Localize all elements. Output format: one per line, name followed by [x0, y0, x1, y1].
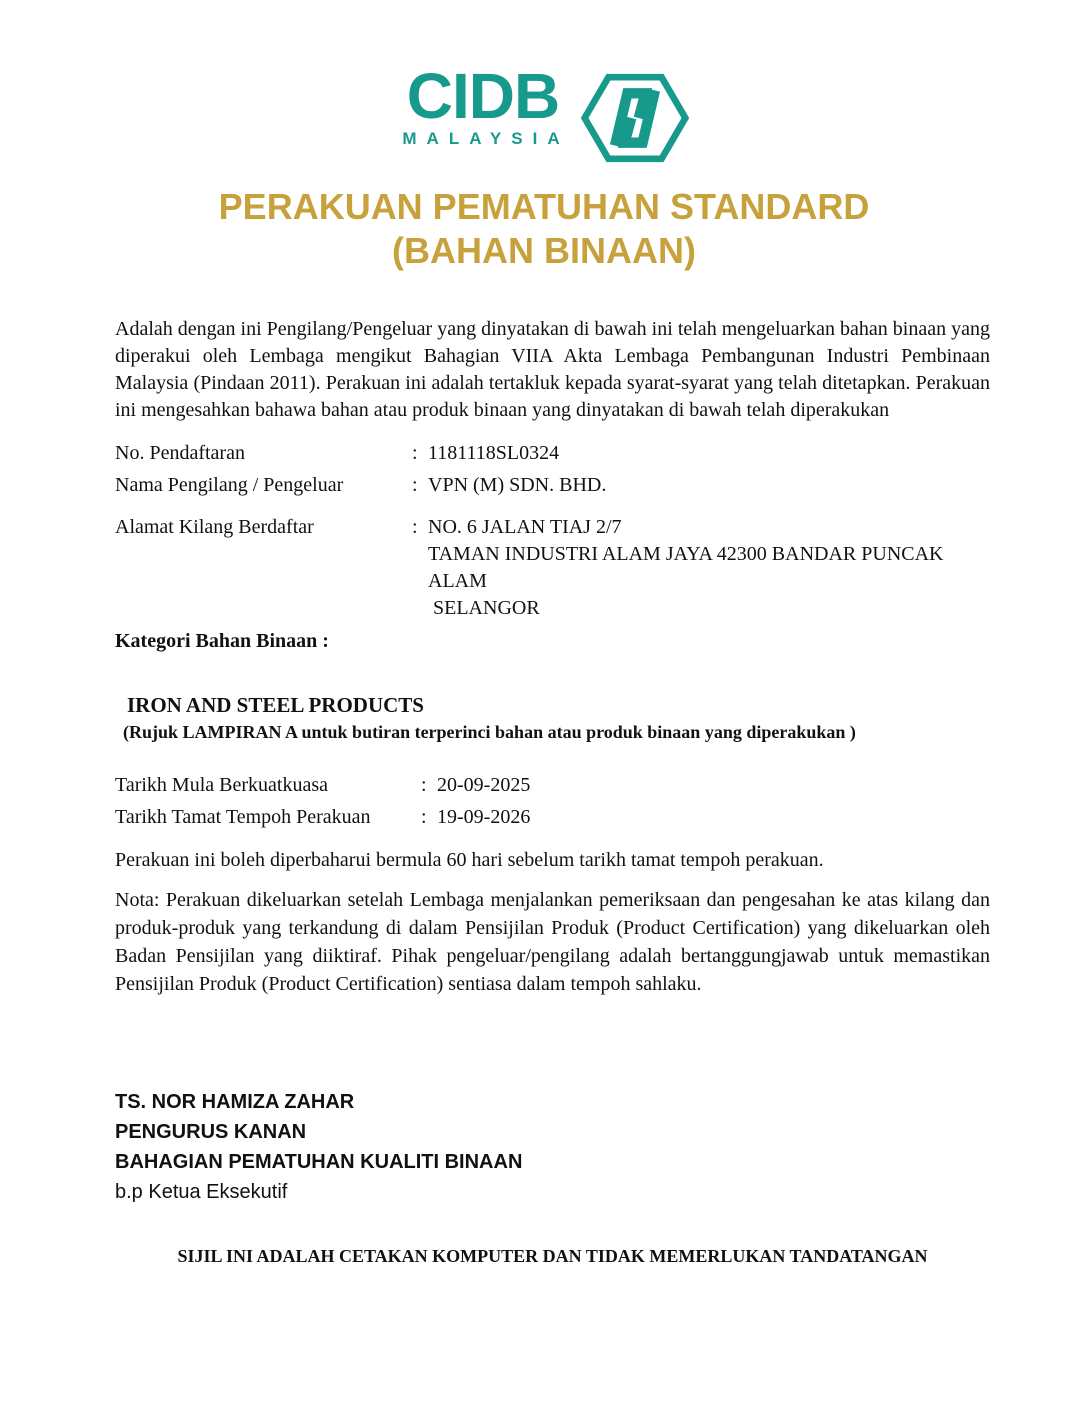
expiry-date-value: 19-09-2026: [437, 806, 531, 828]
cidb-logo: [0, 0, 1088, 171]
colon-separator: :: [421, 806, 427, 828]
category-heading: Kategori Bahan Binaan :: [115, 630, 329, 652]
certificate-body: [0, 316, 1088, 1270]
category-reference-note: (Rujuk LAMPIRAN A untuk butiran terperinci bahan atau produk binaan yang diperakukan ): [123, 722, 856, 742]
signature-block: [115, 1087, 990, 1207]
effective-date-label: Tarikh Mula Berkuatkuasa: [115, 774, 328, 796]
manufacturer-name-row: [115, 472, 990, 499]
effective-date-row: [115, 772, 990, 799]
malaysia-wordmark: MALAYSIA: [402, 129, 570, 148]
signatory-division: BAHAGIAN PEMATUHAN KUALITI BINAAN: [115, 1151, 523, 1173]
manufacturer-name-value: VPN (M) SDN. BHD.: [428, 474, 607, 496]
registration-number-value: 1181118SL0324: [428, 442, 560, 464]
signatory-position: PENGURUS KANAN: [115, 1121, 307, 1143]
validity-fields: [115, 772, 990, 831]
manufacturer-name-label: Nama Pengilang / Pengeluar: [115, 474, 344, 496]
colon-separator: :: [421, 774, 427, 796]
cidb-wordmark: CIDB: [406, 60, 560, 132]
page-title-line1: PERAKUAN PEMATUHAN STANDARD: [218, 186, 870, 227]
footer-disclaimer: SIJIL INI ADALAH CETAKAN KOMPUTER DAN TIDAK MEMERLUKAN TANDATANGAN: [177, 1246, 928, 1266]
cidb-hexagon-h-icon: [578, 70, 692, 171]
colon-separator: :: [412, 516, 418, 538]
address-line: ALAM: [428, 570, 487, 592]
factory-address-label: Alamat Kilang Berdaftar: [115, 516, 314, 538]
category-name: IRON AND STEEL PRODUCTS: [127, 693, 424, 717]
nota-paragraph: Nota: Perakuan dikeluarkan setelah Lembaga menjalankan pemeriksaan dan pengesahan ke atas kilang dan produk-produk yang terkandung di dalam Pensijilan Produk (Product Certification) yang dikeluarkan oleh Badan Pensijilan yang diiktiraf. Pihak pengeluar/pengilang adalah bertanggungjawab untuk memastikan Pensijilan Produk (Product Certification) sentiasa dalam tempoh sahlaku.: [115, 889, 990, 995]
address-line: TAMAN INDUSTRI ALAM JAYA 42300 BANDAR PUNCAK: [428, 543, 944, 565]
registration-number-row: [115, 440, 990, 467]
intro-paragraph: Adalah dengan ini Pengilang/Pengeluar yang dinyatakan di bawah ini telah mengeluarkan bahan binaan yang diperakui oleh Lembaga mengikut Bahagian VIIA Akta Lembaga Pembangunan Industri Pembinaan Malaysia (Pindaan 2011). Perakuan ini adalah tertakluk kepada syarat-syarat yang telah ditetapkan. Perakuan ini mengesahkan bahawa bahan atau produk binaan yang dinyatakan di bawah telah diperakukan: [115, 318, 990, 421]
colon-separator: :: [412, 442, 418, 464]
colon-separator: :: [412, 474, 418, 496]
page-title: [0, 185, 1088, 273]
registration-number-label: No. Pendaftaran: [115, 442, 245, 464]
logo-wordmark-block: [396, 60, 570, 149]
factory-address-value: [428, 514, 990, 622]
renewal-note: Perakuan ini boleh diperbaharui bermula 60 hari sebelum tarikh tamat tempoh perakuan.: [115, 849, 824, 871]
address-line: SELANGOR: [433, 597, 540, 619]
factory-address-row: [115, 514, 990, 622]
address-line: NO. 6 JALAN TIAJ 2/7: [428, 516, 622, 538]
expiry-date-row: [115, 804, 990, 831]
effective-date-value: 20-09-2025: [437, 774, 531, 796]
page-title-line2: (BAHAN BINAAN): [392, 230, 696, 271]
signatory-on-behalf: b.p Ketua Eksekutif: [115, 1181, 288, 1203]
signatory-name: TS. NOR HAMIZA ZAHAR: [115, 1091, 355, 1113]
expiry-date-label: Tarikh Tamat Tempoh Perakuan: [115, 806, 371, 828]
registration-fields: [115, 440, 990, 622]
